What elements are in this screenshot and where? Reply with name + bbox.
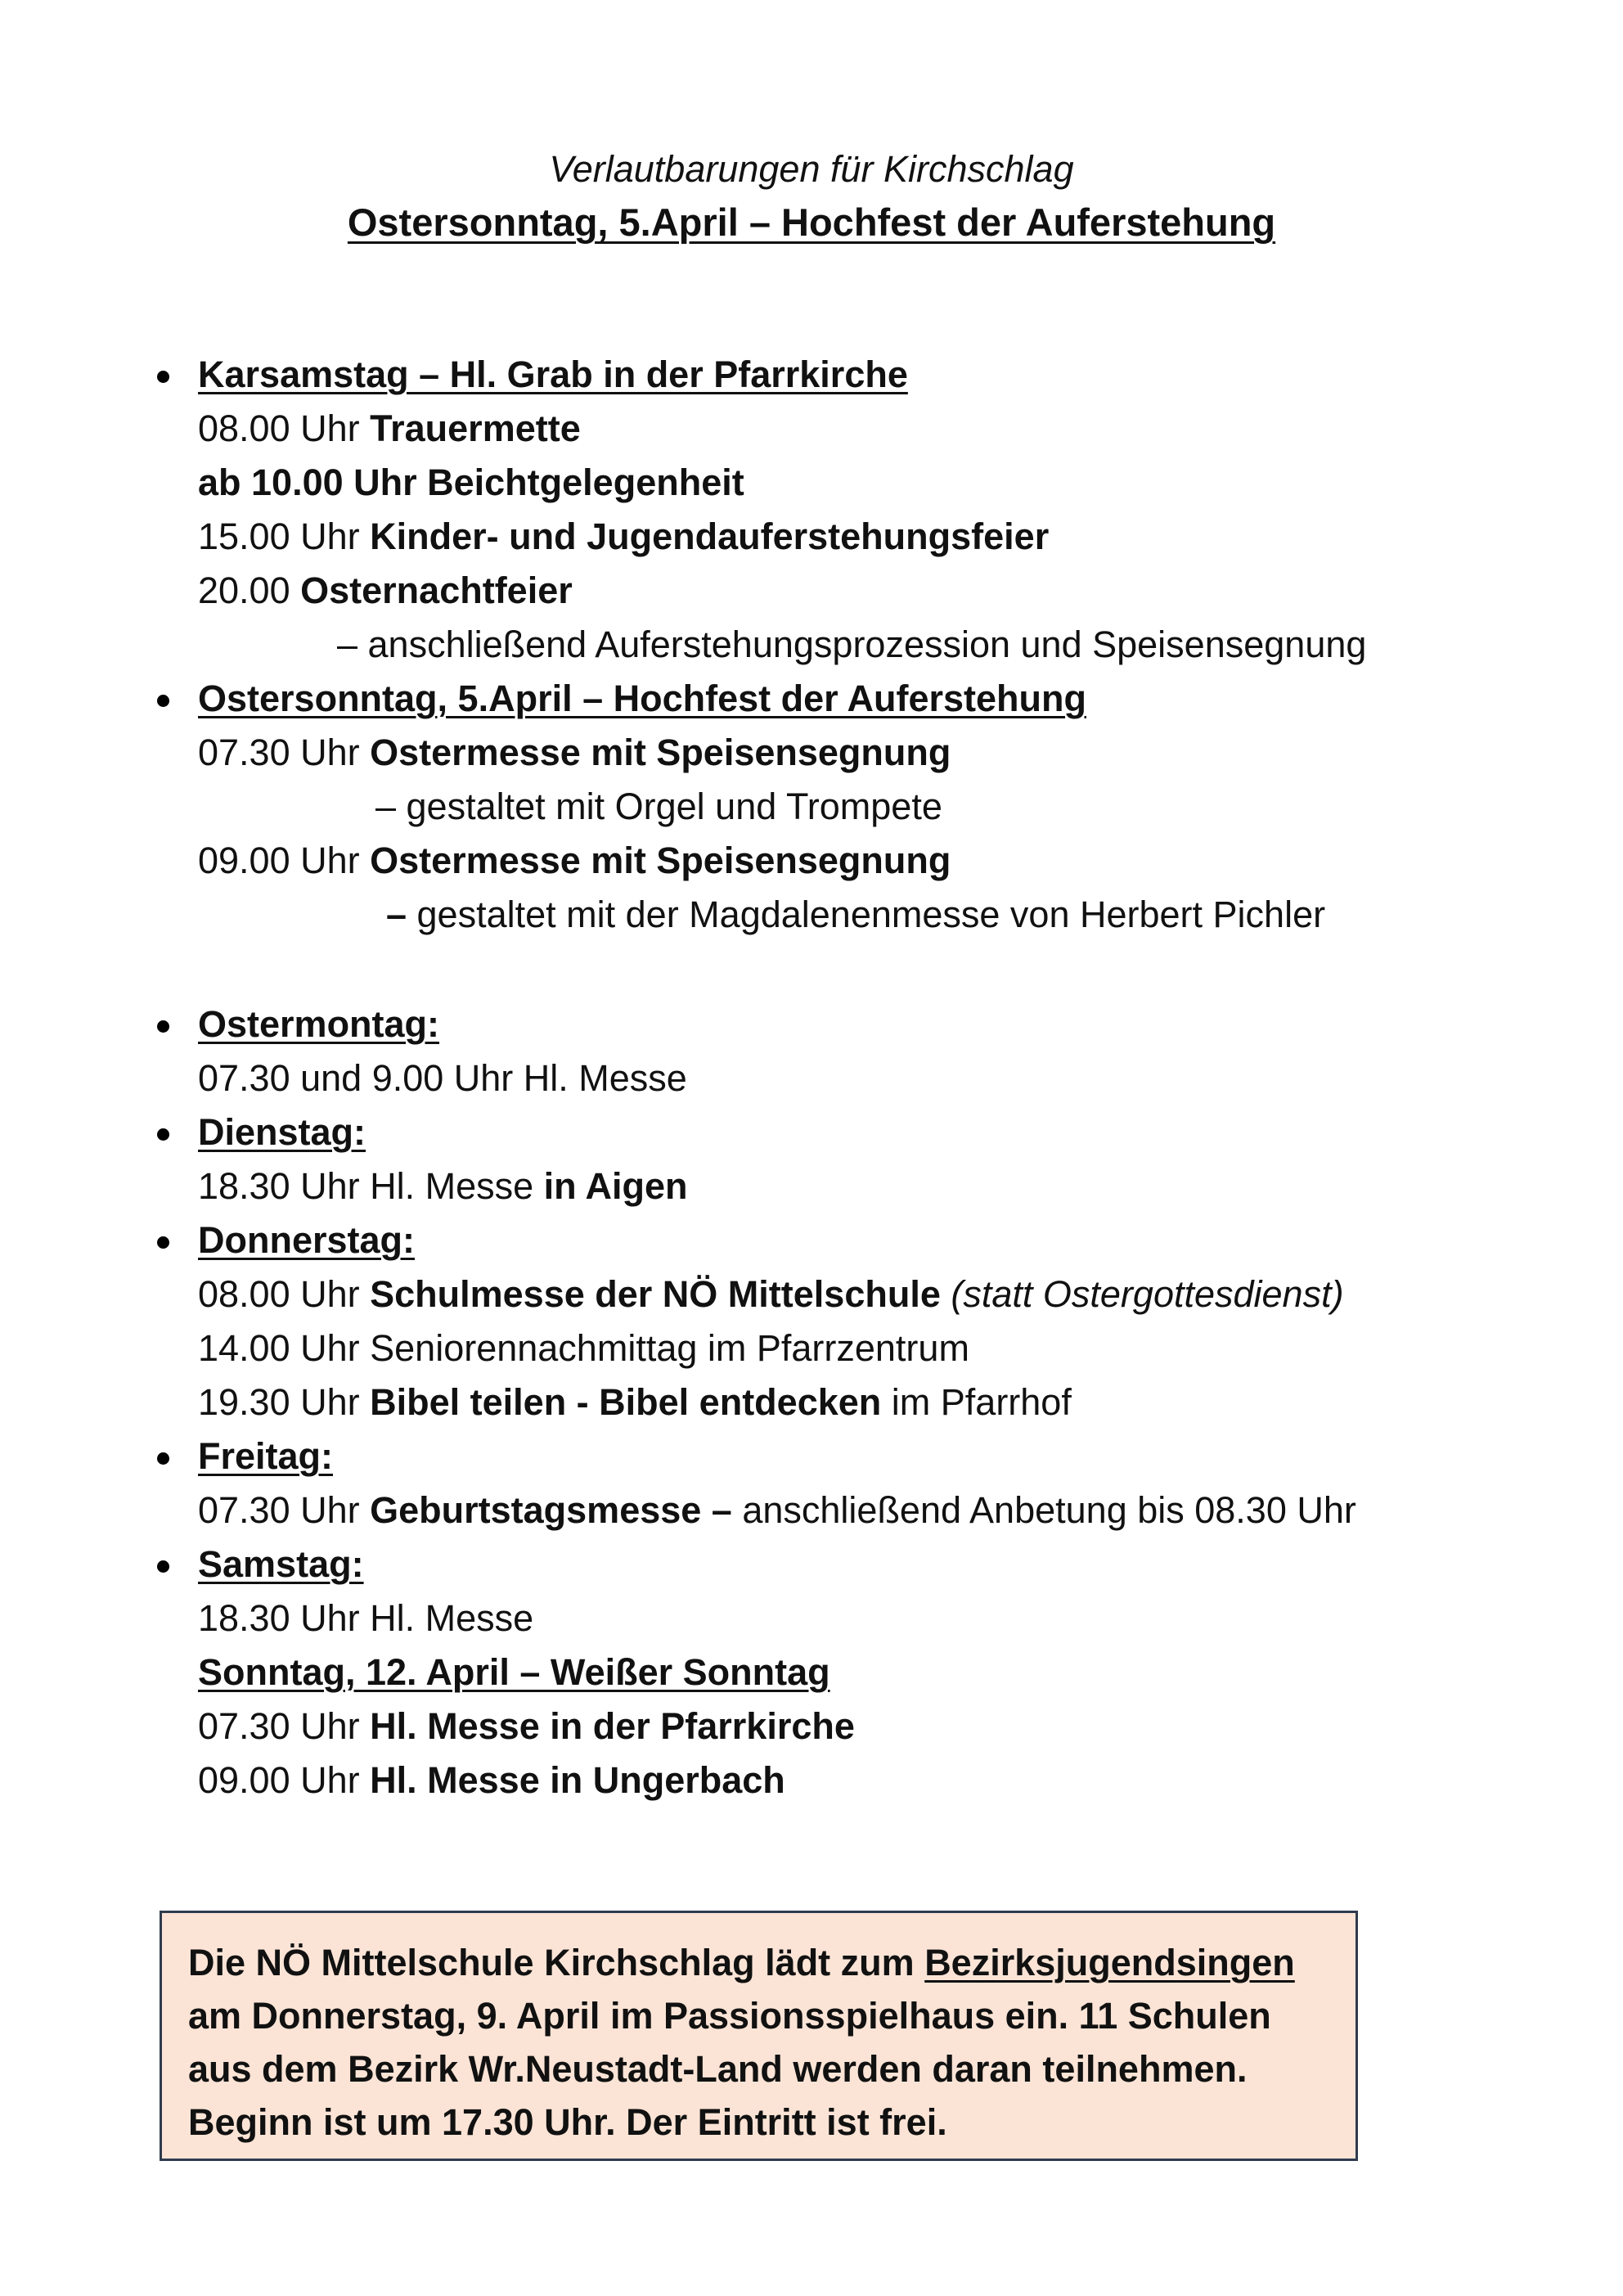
section-samstag <box>198 1537 1507 1808</box>
bullet-icon <box>157 371 169 383</box>
schedule-entry: 08.00 Uhr Schulmesse der NÖ Mittelschule (statt Ostergottesdienst) <box>198 1273 1344 1315</box>
schedule-note: – anschließend Auferstehungsprozession und Speisensegnung <box>337 624 1367 665</box>
section-heading: Ostersonntag, 5.April – Hochfest der Auferstehung <box>198 678 1086 719</box>
notice-line: Beginn ist um 17.30 Uhr. Der Eintritt ist frei. <box>188 2101 947 2143</box>
document-header <box>0 143 1623 250</box>
schedule-entry: 14.00 Uhr Seniorennachmittag im Pfarrzentrum <box>198 1327 969 1369</box>
section-ostermontag <box>198 997 1507 1105</box>
document-subtitle: Verlautbarungen für Kirchschlag <box>549 148 1074 190</box>
schedule-note: – gestaltet mit der Magdalenenmesse von Herbert Pichler <box>386 894 1326 935</box>
spacer <box>198 942 1507 997</box>
schedule-entry: 07.30 Uhr Ostermesse mit Speisensegnung <box>198 732 951 773</box>
bullet-icon <box>157 695 169 707</box>
notice-line: Die NÖ Mittelschule Kirchschlag lädt zum Bezirksjugendsingen <box>188 1942 1295 1983</box>
schedule-note: – gestaltet mit Orgel und Trompete <box>375 786 942 827</box>
schedule-entry: ab 10.00 Uhr Beichtgelegenheit <box>198 461 744 503</box>
schedule-list <box>198 348 1507 1808</box>
section-heading: Karsamstag – Hl. Grab in der Pfarrkirche <box>198 353 908 395</box>
notice-highlight: Bezirksjugendsingen <box>924 1942 1295 1983</box>
section-ostersonntag <box>198 672 1507 942</box>
section-heading: Donnerstag: <box>198 1219 416 1261</box>
schedule-entry: 15.00 Uhr Kinder- und Jugendauferstehungsfeier <box>198 515 1050 557</box>
schedule-entry: 07.30 Uhr Geburtstagsmesse – anschließend Anbetung bis 08.30 Uhr <box>198 1489 1356 1531</box>
section-donnerstag <box>198 1213 1507 1429</box>
schedule-entry: 07.30 Uhr Hl. Messe in der Pfarrkirche <box>198 1705 855 1747</box>
notice-line: aus dem Bezirk Wr.Neustadt-Land werden daran teilnehmen. <box>188 2048 1248 2090</box>
section-dienstag <box>198 1105 1507 1213</box>
notice-line: am Donnerstag, 9. April im Passionsspielhaus ein. 11 Schulen <box>188 1995 1271 2037</box>
schedule-entry: 20.00 Osternachtfeier <box>198 569 573 611</box>
schedule-entry: 08.00 Uhr Trauermette <box>198 407 581 449</box>
bullet-icon <box>157 1560 169 1573</box>
section-karsamstag <box>198 348 1507 672</box>
document-title: Ostersonntag, 5.April – Hochfest der Auferstehung <box>347 200 1276 244</box>
notice-box <box>160 1911 1358 2161</box>
section-freitag <box>198 1429 1507 1537</box>
schedule-entry: 18.30 Uhr Hl. Messe <box>198 1597 534 1639</box>
section-heading: Dienstag: <box>198 1111 366 1153</box>
section-heading: Samstag: <box>198 1543 364 1585</box>
bullet-icon <box>157 1452 169 1465</box>
schedule-entry: 07.30 und 9.00 Uhr Hl. Messe <box>198 1057 687 1099</box>
schedule-entry: 09.00 Uhr Hl. Messe in Ungerbach <box>198 1759 785 1801</box>
sunday-heading: Sonntag, 12. April – Weißer Sonntag <box>198 1651 830 1693</box>
schedule-entry: 19.30 Uhr Bibel teilen - Bibel entdecken im Pfarrhof <box>198 1381 1072 1423</box>
bullet-icon <box>157 1236 169 1249</box>
schedule-entry: 18.30 Uhr Hl. Messe in Aigen <box>198 1165 688 1207</box>
section-heading: Freitag: <box>198 1435 334 1477</box>
bullet-icon <box>157 1020 169 1033</box>
bullet-icon <box>157 1128 169 1141</box>
section-heading: Ostermontag: <box>198 1003 440 1045</box>
schedule-entry: 09.00 Uhr Ostermesse mit Speisensegnung <box>198 840 951 881</box>
